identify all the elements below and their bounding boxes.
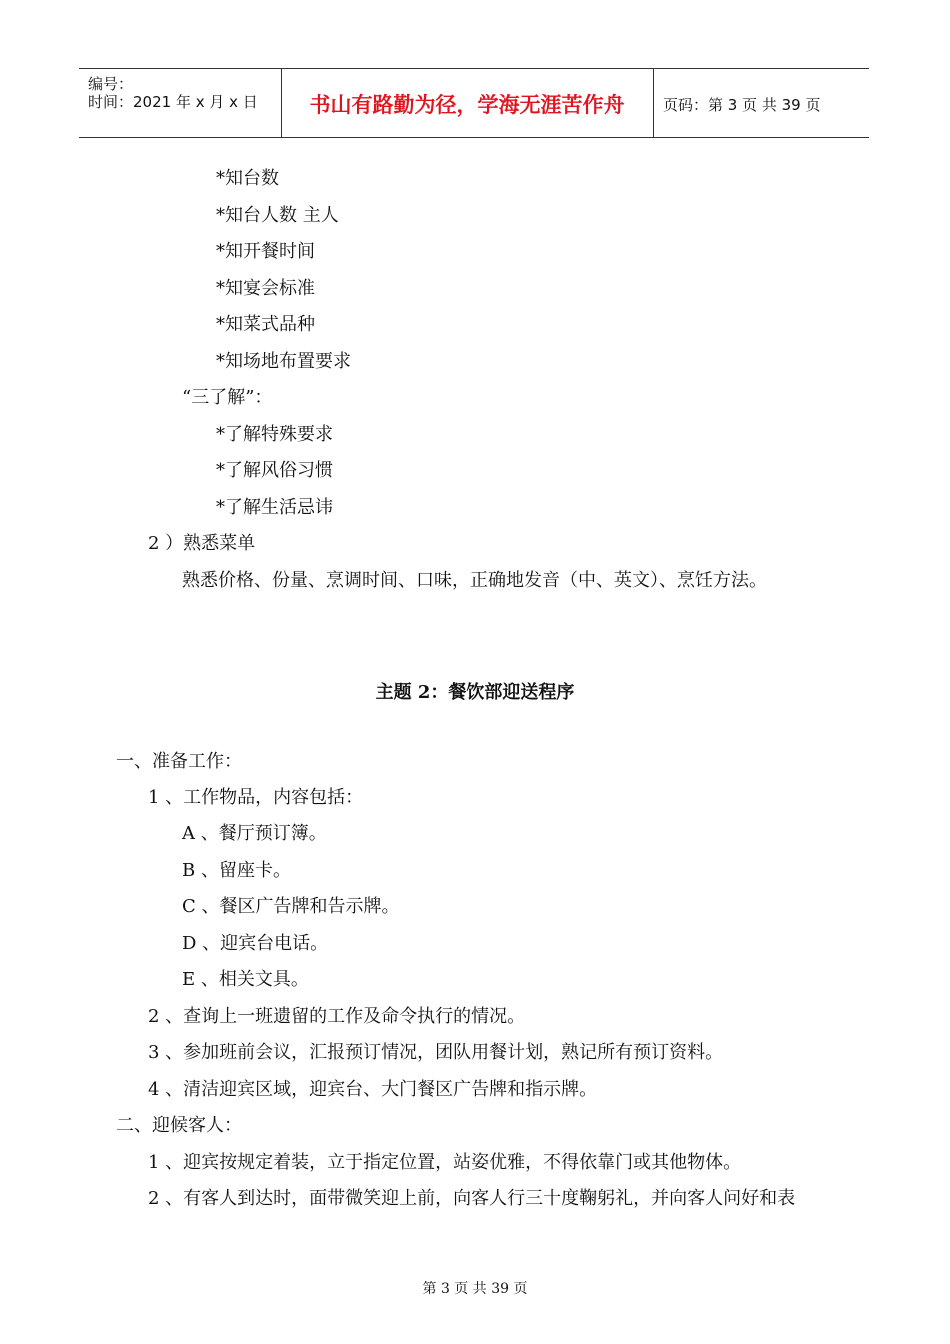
header-motto-cell xyxy=(281,69,654,137)
list-item: *知场地布置要求 xyxy=(216,351,351,372)
list-item: *知宴会标准 xyxy=(216,278,315,299)
page-footer: 第 3 页 共 39 页 xyxy=(422,1281,528,1297)
list-item: *知菜式品种 xyxy=(216,314,315,335)
section-title: 主题 2：餐饮部迎送程序 xyxy=(375,682,575,703)
header-table xyxy=(79,68,869,138)
number-label: 编号： xyxy=(88,75,134,93)
list-item: *了解风俗习惯 xyxy=(216,460,333,481)
list-item: *知开餐时间 xyxy=(216,241,315,262)
list-item: E 、相关文具。 xyxy=(182,969,309,990)
list-item: *了解特殊要求 xyxy=(216,424,333,445)
section-heading: 二、迎候客人： xyxy=(116,1115,242,1136)
list-item: 3 、参加班前会议，汇报预订情况，团队用餐计划，熟记所有预订资料。 xyxy=(148,1042,724,1063)
list-item: *了解生活忌讳 xyxy=(216,497,333,518)
subheading: “三了解”： xyxy=(182,387,273,408)
list-item: 1 、迎宾按规定着装，立于指定位置，站姿优雅，不得依靠门或其他物体。 xyxy=(148,1152,742,1173)
list-item: *知台人数 主人 xyxy=(216,205,339,226)
paragraph: 熟悉价格、份量、烹调时间、口味，正确地发音（中、英文）、烹饪方法。 xyxy=(182,570,767,591)
list-item: B 、留座卡。 xyxy=(182,860,291,881)
list-item: C 、餐区广告牌和告示牌。 xyxy=(182,896,400,917)
list-item: 2 、查询上一班遗留的工作及命令执行的情况。 xyxy=(148,1006,526,1027)
time-label: 时间：2021 年 x 月 x 日 xyxy=(88,93,258,111)
header-info-cell xyxy=(79,69,282,137)
page-info: 页码：第 3 页 共 39 页 xyxy=(663,96,821,114)
list-item: A 、餐厅预订簿。 xyxy=(182,823,327,844)
list-item: *知台数 xyxy=(216,168,279,189)
subheading: 2 ）熟悉菜单 xyxy=(148,533,256,554)
header-page-cell xyxy=(654,69,869,137)
list-item: 1 、工作物品，内容包括： xyxy=(148,787,364,808)
motto: 书山有路勤为径，学海无涯苦作舟 xyxy=(309,93,625,117)
section-heading: 一、准备工作： xyxy=(116,751,242,772)
list-item: D 、迎宾台电话。 xyxy=(182,933,329,954)
list-item: 2 、有客人到达时，面带微笑迎上前，向客人行三十度鞠躬礼，并向客人问好和表 xyxy=(148,1188,796,1209)
list-item: 4 、清洁迎宾区域，迎宾台、大门餐区广告牌和指示牌。 xyxy=(148,1079,598,1100)
